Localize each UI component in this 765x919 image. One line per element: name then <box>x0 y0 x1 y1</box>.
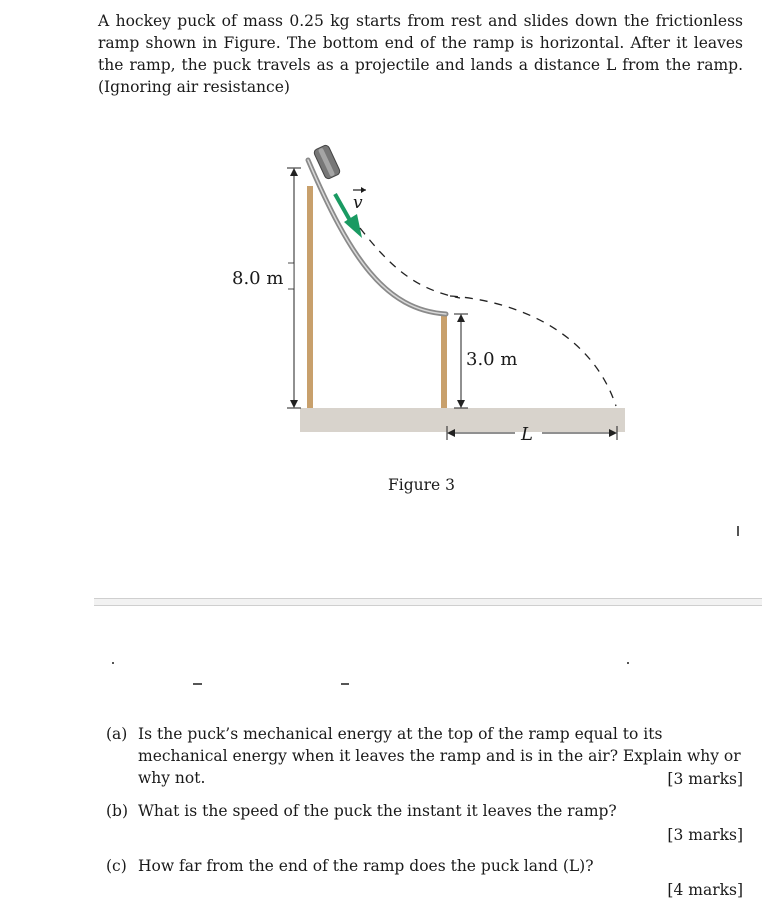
scan-artifact <box>193 683 202 685</box>
ramp-curve <box>308 160 446 314</box>
figure-caption: Figure 3 <box>388 476 455 494</box>
question-c-text: How far from the end of the ramp does the puck land (L)? <box>138 857 594 875</box>
question-a-label: (a) <box>106 725 128 743</box>
question-b-marks: [3 marks] <box>667 826 743 844</box>
question-c-label: (c) <box>106 857 127 875</box>
short-post <box>441 316 447 408</box>
puck <box>313 144 341 180</box>
upper-dashed-path <box>360 228 460 298</box>
question-a-marks: [3 marks] <box>667 770 743 788</box>
question-a-text: Is the puck’s mechanical energy at the top of the ramp equal to its mechanical energy when it leaves the ramp and is in the air? Explain why or why not. <box>138 725 741 787</box>
velocity-label: v <box>353 193 363 213</box>
question-b-text: What is the speed of the puck the instant it leaves the ramp? <box>138 802 617 820</box>
scan-artifact <box>627 662 629 664</box>
distance-label: L <box>521 424 533 445</box>
ground <box>300 408 625 432</box>
section-divider <box>94 598 762 606</box>
tall-post <box>307 186 313 408</box>
height-label: 8.0 m <box>232 268 284 289</box>
ramp-end-height-label: 3.0 m <box>466 349 518 370</box>
question-b-label: (b) <box>106 802 129 820</box>
scan-artifact <box>737 526 739 536</box>
question-c-marks: [4 marks] <box>667 881 743 899</box>
problem-statement: A hockey puck of mass 0.25 kg starts from rest and slides down the frictionless ramp shown in Figure. The bottom end of the ramp is horizontal. After it leaves the ramp, the puck travels as a projectile and lands a distance L from the ramp. (Ignoring air resistance) <box>98 12 743 96</box>
question-b <box>106 800 746 822</box>
question-a <box>106 723 746 789</box>
scan-artifact <box>112 662 114 664</box>
ramp-figure <box>220 138 640 448</box>
scan-artifact <box>341 683 349 685</box>
question-c <box>106 855 746 877</box>
